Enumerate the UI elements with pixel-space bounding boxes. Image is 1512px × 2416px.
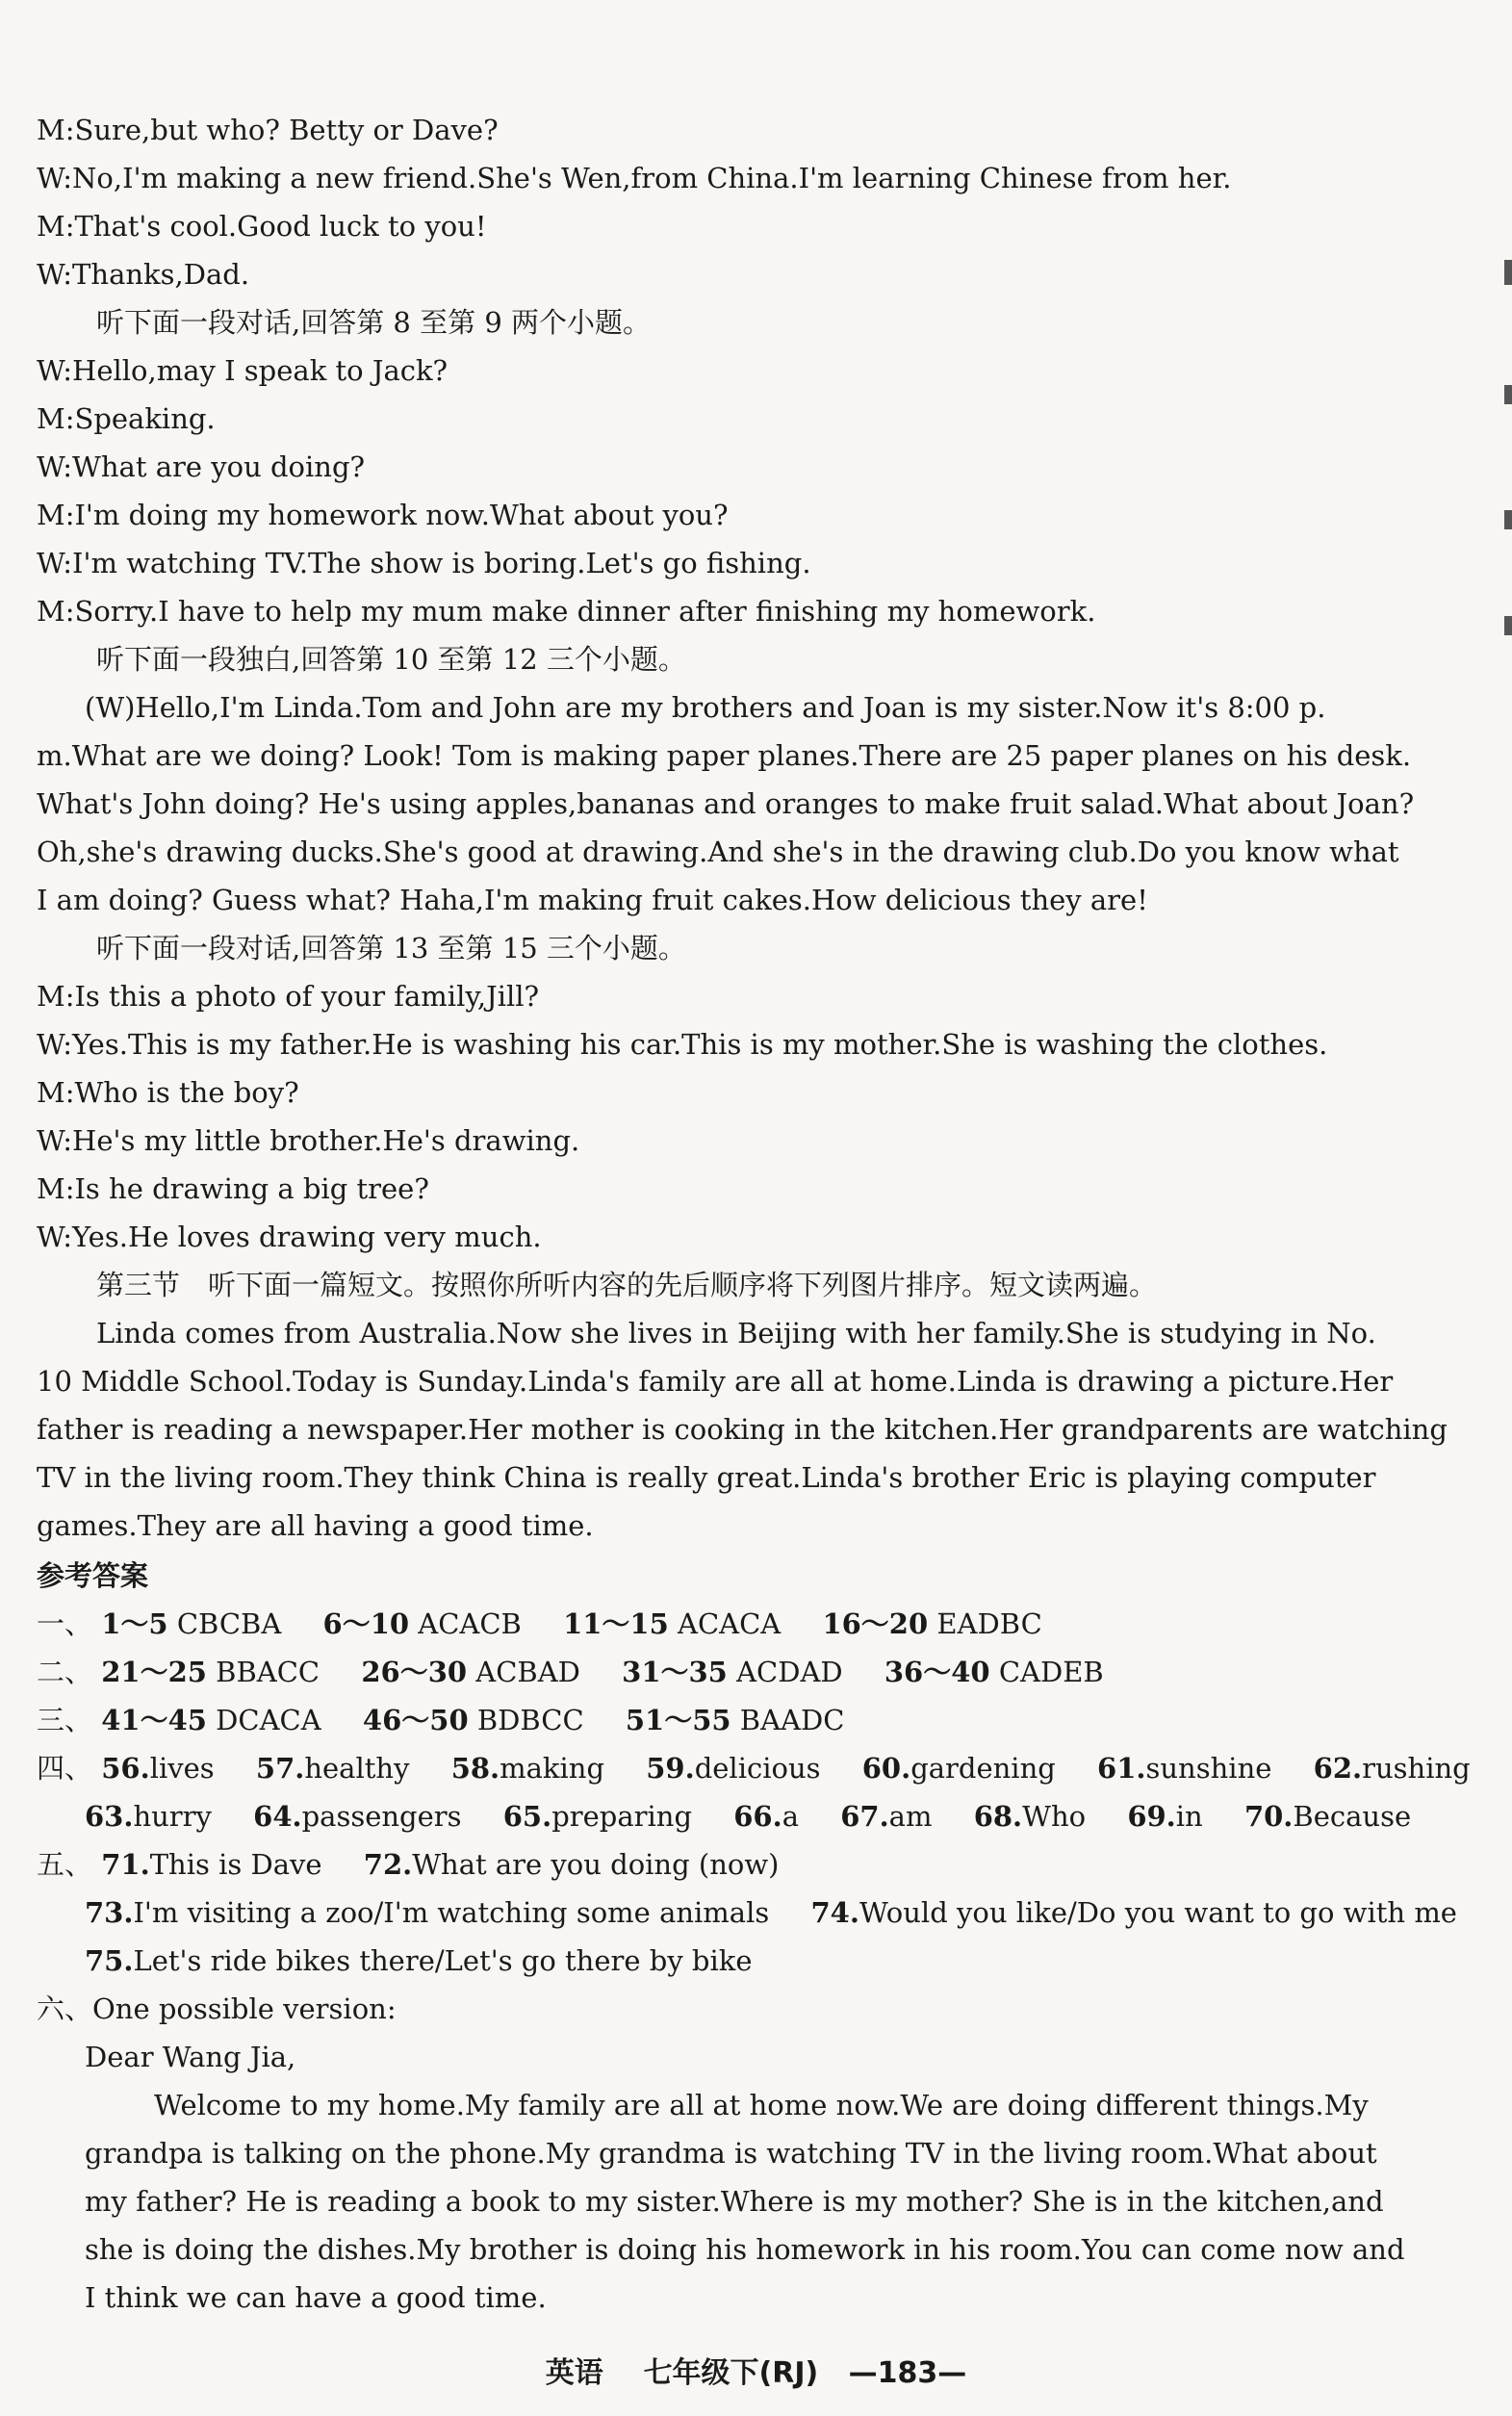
answer-row-3 [37,1696,1445,1744]
section-label: 六、 [37,1992,93,2025]
transcript-line: W:What are you doing? [37,450,366,483]
answer-group: 21～25 BBACC [101,1656,320,1688]
footer-subject: 英语 [545,2356,603,2390]
answer-row-4b [85,1792,1445,1840]
edge-mark [1504,260,1512,285]
passage-line: 10 Middle School.Today is Sunday.Linda's family are all at home.Linda is drawing a picture.Her [37,1365,1394,1398]
transcript-line: M:I'm doing my homework now.What about you? [37,499,729,531]
answer-row-5b [85,1889,1457,1937]
letter-line: she is doing the dishes.My brother is doing his homework in his room.You can come now and [85,2233,1405,2266]
transcript-line: M:Sorry.I have to help my mum make dinner after finishing my homework. [37,595,1096,628]
footer-grade: 七年级下(RJ) [643,2356,819,2390]
answer-group: 46～50 BDBCC [362,1704,584,1736]
answer-item: 74.Would you like/Do you want to go with me [810,1896,1457,1929]
answer-group: 6～10 ACACB [322,1607,522,1640]
transcript-line: M:That's cool.Good luck to you! [37,210,487,243]
section-label: 一、 [37,1607,93,1640]
answer-item: 59.delicious [646,1752,821,1785]
answer-group: 36～40 CADEB [884,1656,1104,1688]
answer-row-6 [37,1985,1445,2033]
answer-item: 58.making [450,1752,605,1785]
monologue-line: I am doing? Guess what? Haha,I'm making fruit cakes.How delicious they are! [37,884,1148,916]
answer-item: 73.I'm visiting a zoo/I'm watching some animals [85,1896,770,1929]
answer-item: 62.rushing [1313,1752,1471,1785]
answer-item: 70.Because [1243,1800,1412,1833]
answer-item: 72.What are you doing (now) [363,1848,780,1881]
edge-mark [1504,385,1512,404]
passage-line: TV in the living room.They think China is really great.Linda's brother Eric is playing computer [37,1461,1376,1494]
answer-item: 68.Who [973,1800,1087,1833]
page-number: —183— [848,2356,967,2390]
monologue-line: What's John doing? He's using apples,bananas and oranges to make fruit salad.What about Joan? [37,787,1415,820]
section-label: 三、 [37,1704,93,1736]
answer-row-5c [85,1937,1445,1985]
letter-line: I think we can have a good time. [85,2281,547,2314]
answer-item: 60.gardening [861,1752,1056,1785]
answer-row-1 [37,1600,1445,1648]
section-instruction: 听下面一段独白,回答第 10 至第 12 三个小题。 [96,643,686,676]
section-label: 五、 [37,1848,93,1881]
answer-item: 65.preparing [502,1800,693,1833]
answer-item: 69.in [1127,1800,1203,1833]
transcript-line: W:Yes.This is my father.He is washing his car.This is my mother.She is washing the clothes. [37,1028,1328,1061]
answer-item: 63.hurry [85,1800,212,1833]
answer-item: 75.Let's ride bikes there/Let's go there by bike [85,1944,753,1977]
answer-item: 57.healthy [255,1752,410,1785]
sample-intro: One possible version: [92,1992,397,2025]
letter-greeting: Dear Wang Jia, [85,2041,296,2073]
answer-group: 31～35 ACDAD [622,1656,843,1688]
edge-mark [1504,616,1512,635]
letter-line: my father? He is reading a book to my sister.Where is my mother? She is in the kitchen,and [85,2185,1384,2218]
section-label: 二、 [37,1656,93,1688]
transcript-line: W:He's my little brother.He's drawing. [37,1124,580,1157]
answer-row-4a [37,1744,1471,1792]
transcript-line: W:Thanks,Dad. [37,258,250,291]
transcript-line: M:Is this a photo of your family,Jill? [37,980,540,1013]
answer-item: 61.sunshine [1097,1752,1272,1785]
answer-item: 67.am [840,1800,933,1833]
answer-group: 11～15 ACACA [563,1607,782,1640]
edge-mark [1504,510,1512,529]
answer-row-2 [37,1648,1445,1696]
answer-group: 51～55 BAADC [625,1704,845,1736]
section-instruction: 听下面一段对话,回答第 8 至第 9 两个小题。 [96,306,651,339]
transcript-line: M:Speaking. [37,402,216,435]
letter-line: grandpa is talking on the phone.My grandma is watching TV in the living room.What about [85,2137,1377,2170]
answer-group: 41～45 DCACA [101,1704,321,1736]
answer-group: 1～5 CBCBA [101,1607,282,1640]
transcript-line: W:No,I'm making a new friend.She's Wen,from China.I'm learning Chinese from her. [37,162,1232,194]
answer-key-heading: 参考答案 [37,1559,149,1592]
transcript-line: W:Hello,may I speak to Jack? [37,354,448,387]
transcript-line: M:Is he drawing a big tree? [37,1172,429,1205]
answer-group: 16～20 EADBC [822,1607,1042,1640]
answer-item: 71.This is Dave [101,1848,322,1881]
transcript-line: M:Who is the boy? [37,1076,299,1109]
section-label: 四、 [37,1752,93,1785]
passage-line: father is reading a newspaper.Her mother is cooking in the kitchen.Her grandparents are watching [37,1413,1448,1446]
answer-group: 26～30 ACBAD [361,1656,580,1688]
passage-line: games.They are all having a good time. [37,1509,594,1542]
monologue-line: m.What are we doing? Look! Tom is making paper planes.There are 25 paper planes on his desk. [37,739,1412,772]
letter-line: Welcome to my home.My family are all at home now.We are doing different things.My [154,2089,1369,2121]
monologue-line: (W)Hello,I'm Linda.Tom and John are my brothers and Joan is my sister.Now it's 8:00 p. [85,691,1326,724]
monologue-line: Oh,she's drawing ducks.She's good at drawing.And she's in the drawing club.Do you know what [37,835,1399,868]
transcript-line: W:I'm watching TV.The show is boring.Let's go fishing. [37,547,811,579]
answer-item: 56.lives [101,1752,215,1785]
answer-item: 66.a [733,1800,799,1833]
answer-row-5a [37,1840,1445,1889]
answer-item: 64.passengers [253,1800,462,1833]
section-instruction: 听下面一段对话,回答第 13 至第 15 三个小题。 [96,932,686,964]
page-footer [0,2349,1512,2391]
section-instruction: 第三节 听下面一篇短文。按照你所听内容的先后顺序将下列图片排序。短文读两遍。 [96,1269,1158,1301]
transcript-line: M:Sure,but who? Betty or Dave? [37,114,499,146]
passage-line: Linda comes from Australia.Now she lives in Beijing with her family.She is studying in No. [96,1317,1376,1349]
transcript-line: W:Yes.He loves drawing very much. [37,1221,542,1253]
